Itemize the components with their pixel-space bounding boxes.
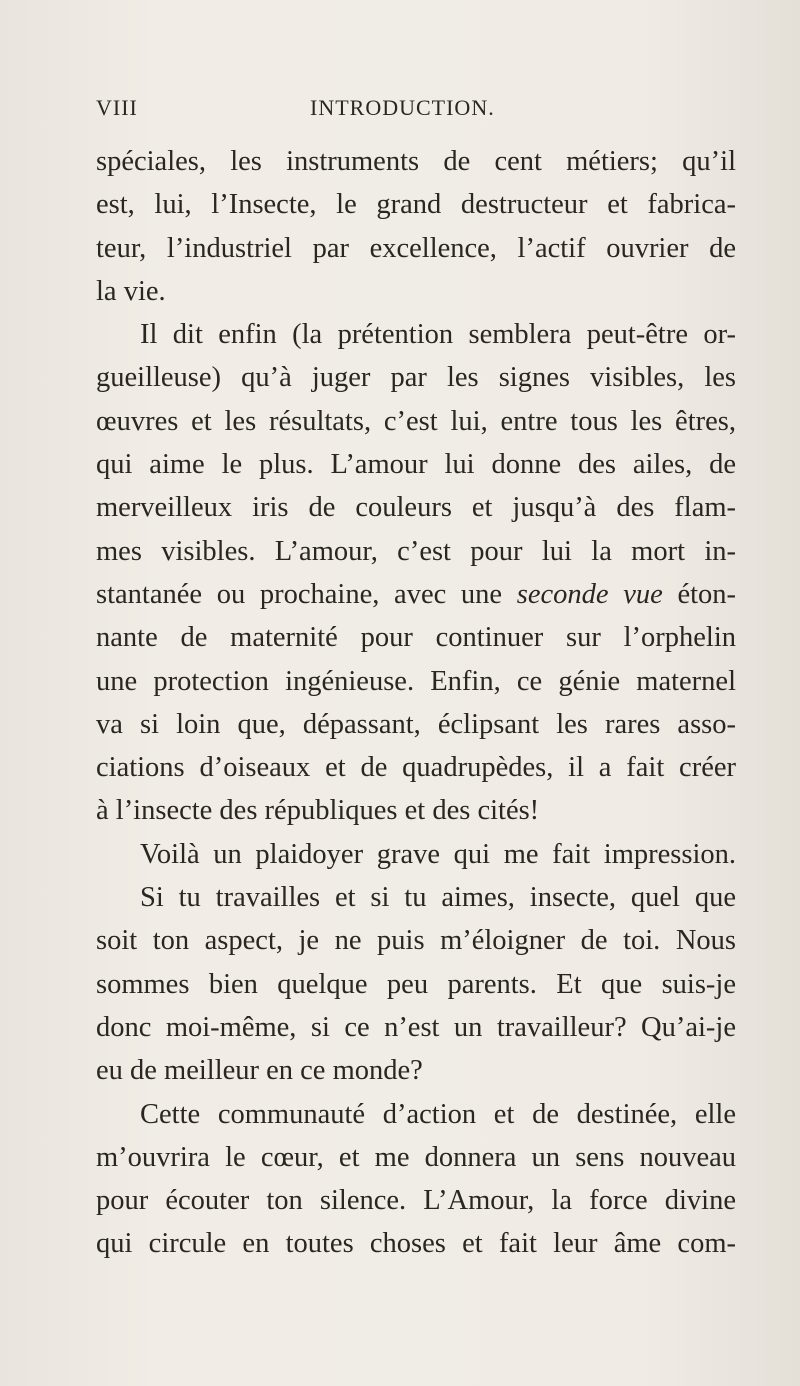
text-line: Cette communauté d’action et de destinée, elle — [140, 1098, 736, 1130]
text-line: donc moi-même, si ce n’est un travailleur? Qu’ai-je — [96, 1011, 736, 1043]
text-line: ciations d’oiseaux et de quadrupèdes, il a fait créer — [96, 752, 736, 784]
text-line: sommes bien quelque peu parents. Et que suis-je — [96, 968, 736, 1000]
text-segment: stantanée ou prochaine, avec une — [96, 578, 503, 610]
text-line: une protection ingénieuse. Enfin, ce génie maternel — [96, 665, 736, 697]
text-line: Voilà un plaidoyer grave qui me fait impression. — [140, 838, 736, 870]
text-line: œuvres et les résultats, c’est lui, entre tous les êtres, — [96, 405, 736, 437]
text-segment: éton- — [677, 578, 737, 610]
body-text — [96, 140, 736, 1266]
text-line — [96, 573, 736, 616]
text-line: la vie. — [96, 275, 166, 307]
text-line: Il dit enfin (la prétention semblera peut-être or- — [140, 319, 736, 351]
text-line: pour écouter ton silence. L’Amour, la force divine — [96, 1185, 736, 1217]
italic-phrase: seconde vue — [516, 578, 663, 610]
text-line: soit ton aspect, je ne puis m’éloigner de toi. Nous — [96, 925, 736, 957]
text-line: va si loin que, dépassant, éclipsant les rares asso- — [96, 708, 736, 740]
text-line: nante de maternité pour continuer sur l’orphelin — [96, 622, 736, 654]
text-line: gueilleuse) qu’à juger par les signes visibles, les — [96, 362, 736, 394]
text-line: spéciales, les instruments de cent métiers; qu’il — [96, 146, 736, 177]
running-title: INTRODUCTION. — [310, 95, 495, 120]
text-line: qui aime le plus. L’amour lui donne des ailes, de — [96, 449, 736, 481]
text-line: merveilleux iris de couleurs et jusqu’à des flam- — [96, 492, 736, 524]
text-line: m’ouvrira le cœur, et me donnera un sens nouveau — [96, 1141, 736, 1173]
running-head — [96, 95, 736, 125]
text-line: est, lui, l’Insecte, le grand destructeur et fabrica- — [96, 189, 736, 221]
text-line: teur, l’industriel par excellence, l’actif ouvrier de — [96, 232, 736, 264]
text-line: qui circule en toutes choses et fait leur âme com- — [96, 1228, 736, 1260]
text-line: à l’insecte des républiques et des cités! — [96, 795, 540, 827]
text-line: eu de meilleur en ce monde? — [96, 1055, 423, 1087]
text-line: mes visibles. L’amour, c’est pour lui la mort in- — [96, 535, 736, 567]
text-line: Si tu travailles et si tu aimes, insecte, quel que — [140, 882, 736, 914]
page-number: VIII — [96, 95, 138, 120]
